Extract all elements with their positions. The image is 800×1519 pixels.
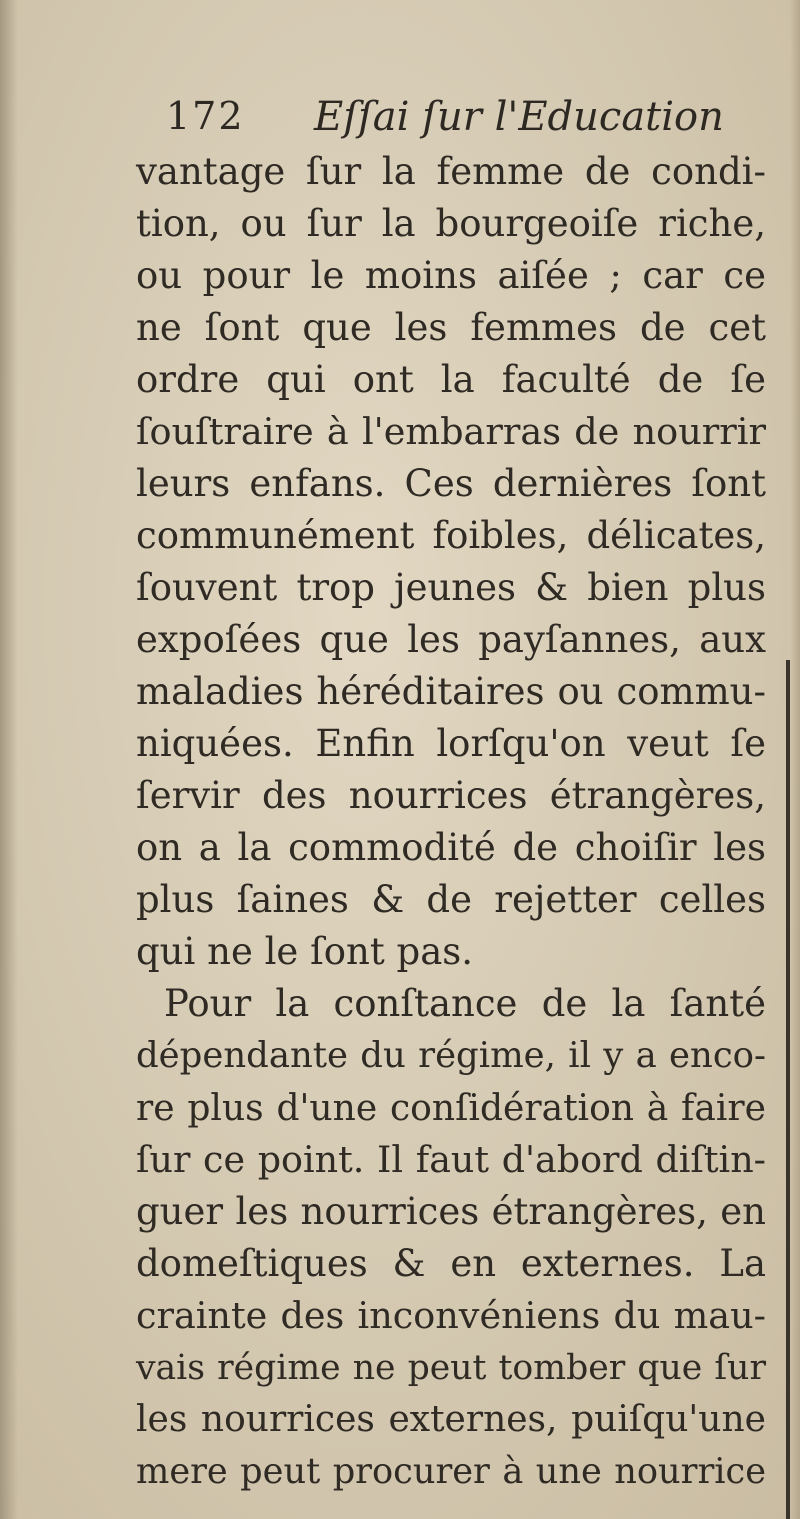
running-title: Eſſai ſur l'Education (314, 94, 724, 140)
text-line: vais régime ne peut tomber que ſur (136, 1348, 766, 1388)
text-line: ordre qui ont la faculté de ſe (136, 358, 766, 401)
text-line: ne ſont que les femmes de cet (136, 306, 766, 349)
text-line: domeſtiques & en externes. La (136, 1242, 766, 1285)
text-line: maladies héréditaires ou commu- (136, 670, 766, 713)
text-line: ſur ce point. Il faut d'abord diſtin- (136, 1138, 766, 1181)
text-line: dépendante du régime, il y a enco- (136, 1035, 766, 1076)
page-edge-line (786, 660, 790, 1519)
page-header (166, 94, 766, 154)
text-line: leurs enfans. Ces dernières ſont (136, 462, 766, 505)
text-line: plus ſaines & de rejetter celles (136, 878, 766, 921)
text-line: crainte des inconvéniens du mau- (136, 1294, 766, 1337)
text-line: ou pour le moins aiſée ; car ce (136, 254, 766, 297)
text-line: vantage ſur la femme de condi- (136, 150, 766, 193)
text-line: communément foibles, délicates, (136, 514, 766, 557)
text-line: re plus d'une conſidération à faire (136, 1087, 766, 1129)
text-line: tion, ou ſur la bourgeoiſe riche, (136, 202, 766, 245)
text-line: ſouvent trop jeunes & bien plus (136, 566, 766, 609)
text-line: niquées. Enfin lorſqu'on veut ſe (136, 722, 766, 765)
text-line: ſervir des nourrices étrangères, (136, 774, 766, 817)
text-line: expoſées que les payſannes, aux (136, 618, 766, 661)
page-edge-shading (790, 0, 800, 1519)
text-line: ſouſtraire à l'embarras de nourrir (136, 410, 766, 453)
text-line: guer les nourrices étrangères, en (136, 1190, 766, 1233)
page-number: 172 (166, 94, 245, 138)
text-line: qui ne le ſont pas. (136, 930, 474, 973)
body-text (136, 146, 766, 1498)
page-gutter-shadow (0, 0, 18, 1519)
text-line: on a la commodité de choiſir les (136, 826, 766, 869)
paragraph-start-line: Pour la conſtance de la ſanté (164, 982, 766, 1025)
text-line: les nourrices externes, puiſqu'une (136, 1399, 766, 1440)
text-line: mere peut procurer à une nourrice (136, 1451, 766, 1492)
